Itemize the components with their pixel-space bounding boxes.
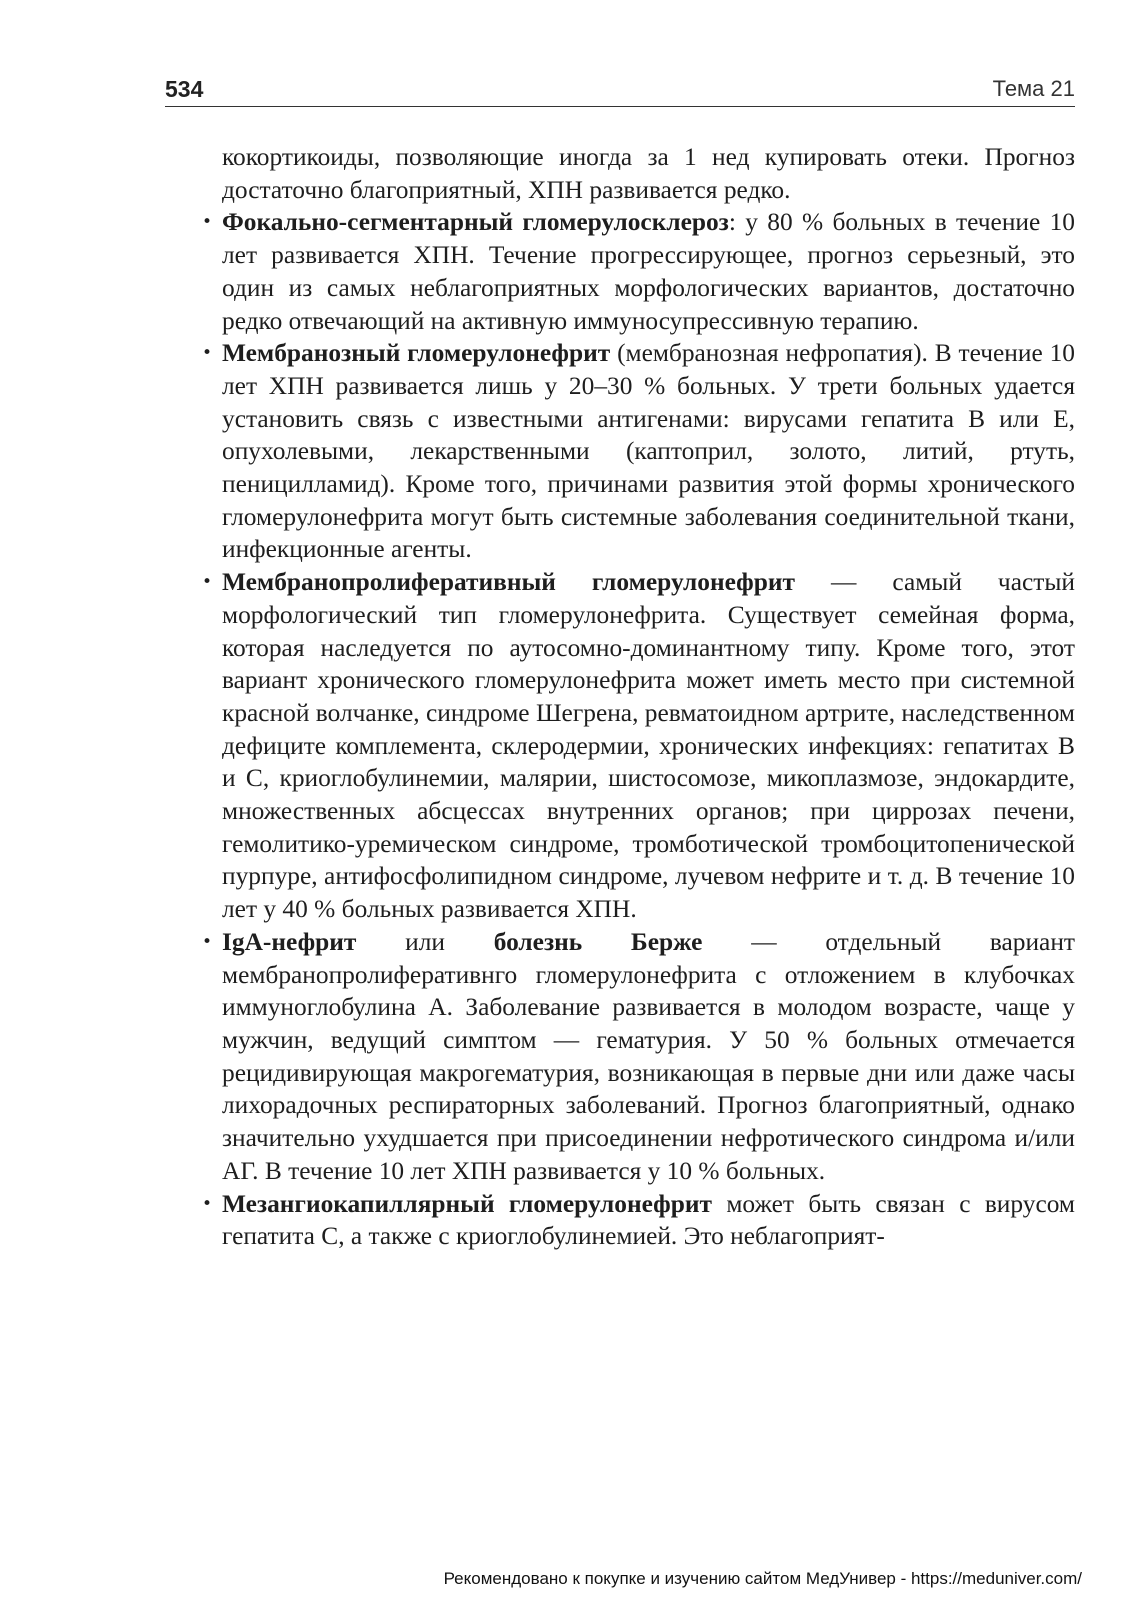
item-term: IgA-нефрит: [222, 927, 357, 956]
list-item-iga-nephritis: [202, 926, 1076, 1188]
item-text: может быть связан с вирусом гепатита С, а также с криоглобулинемией. Это неблагоприят-: [222, 1189, 1075, 1251]
header-rule: [165, 106, 1075, 107]
page-header: [165, 74, 1075, 108]
list-item-mesangiocapillary: [202, 1188, 1075, 1253]
page-body: [202, 141, 1076, 1253]
item-term: Мембранозный гломерулонефрит: [222, 339, 611, 368]
item-term: Мембранопролиферативный гломерулонефрит: [222, 568, 795, 597]
item-text: (мембранозная нефропатия). В течение 10 лет ХПН развивается лишь у 20–30 % больных. У трети больных удается установить связь с известными антигенами: вирусами гепатита В или Е, опухолевыми, лекарственными (каптоприл, золото, литий, ртуть, пеницилламид). Кроме того, причинами развития этой формы хронического гломерулонефрита могут быть системные заболевания соединительной ткани, инфекционные агенты.: [222, 339, 1075, 564]
item-term: Фокально-сегментарный гломерулосклероз: [222, 208, 729, 237]
list-item-membranoproliferative: [202, 566, 1075, 926]
bullet-icon: •: [202, 572, 213, 593]
list-item-membranous: [202, 337, 1075, 566]
bullet-icon: •: [202, 931, 213, 952]
page-number: 534: [165, 76, 204, 102]
item-text: — самый частый морфологический тип гломерулонефрита. Существует семейная форма, которая наследуется по аутосомно-доминантному типу. Кроме того, этот вариант хронического гломерулонефрита может иметь место при системной красной волчанке, синдроме Шегрена, ревматоидном артрите, наследственном дефиците комплемента, склеродермии, хронических инфекциях: гепатитах В и С, криоглобулинемии, малярии, шистосомозе, микоплазмозе, эндокардите, множественных абсцессах внутренних органов; при циррозах печени, гемолитико-уремическом синдроме, тромботической тромбоцитопенической пурпуре, антифосфолипидном синдроме, лучевом нефрите и т. д. В течение 10 лет у 40 % больных развивается ХПН.: [222, 568, 1075, 924]
item-text: — отдельный вариант мембранопролиферативнго гломерулонефрита с отложением в клубочках иммуноглобулина А. Заболевание развивается в молодом возрасте, чаще у мужчин, ведущий симптом — гематурия. У 50 % больных отмечается рецидивирующая макрогематурия, возникающая в первые дни или даже часы лихорадочных респираторных заболеваний. Прогноз благоприятный, однако значительно ухудшается при присоединении нефротического синдрома и/или АГ. В течение 10 лет ХПН развивается у 10 % больных.: [222, 927, 1076, 1185]
item-text: : у 80 % больных в течение 10 лет развивается ХПН. Течение прогрессирующее, прогноз серьезный, это один из самых неблагоприятных морфологических вариантов, достаточно редко отвечающий на активную иммуносупрессивную терапию.: [222, 208, 1075, 335]
bullet-icon: •: [202, 212, 213, 233]
bullet-icon: •: [202, 343, 213, 364]
intro-paragraph: кокортикоиды, позволяющие иногда за 1 нед купировать отеки. Прогноз достаточно благоприятный, ХПН развивается редко.: [222, 143, 1075, 204]
item-term-alt: болезнь Берже: [493, 927, 703, 956]
item-term: Мезангиокапиллярный гломерулонефрит: [222, 1189, 712, 1218]
running-title: Тема 21: [992, 76, 1075, 101]
bullet-icon: •: [202, 1193, 213, 1214]
footer-recommendation: Рекомендовано к покупке и изучению сайтом МедУнивер - https://meduniver.com/: [443, 1569, 1082, 1588]
list-item-fsgs: [202, 206, 1075, 337]
item-connector: или: [356, 927, 494, 956]
